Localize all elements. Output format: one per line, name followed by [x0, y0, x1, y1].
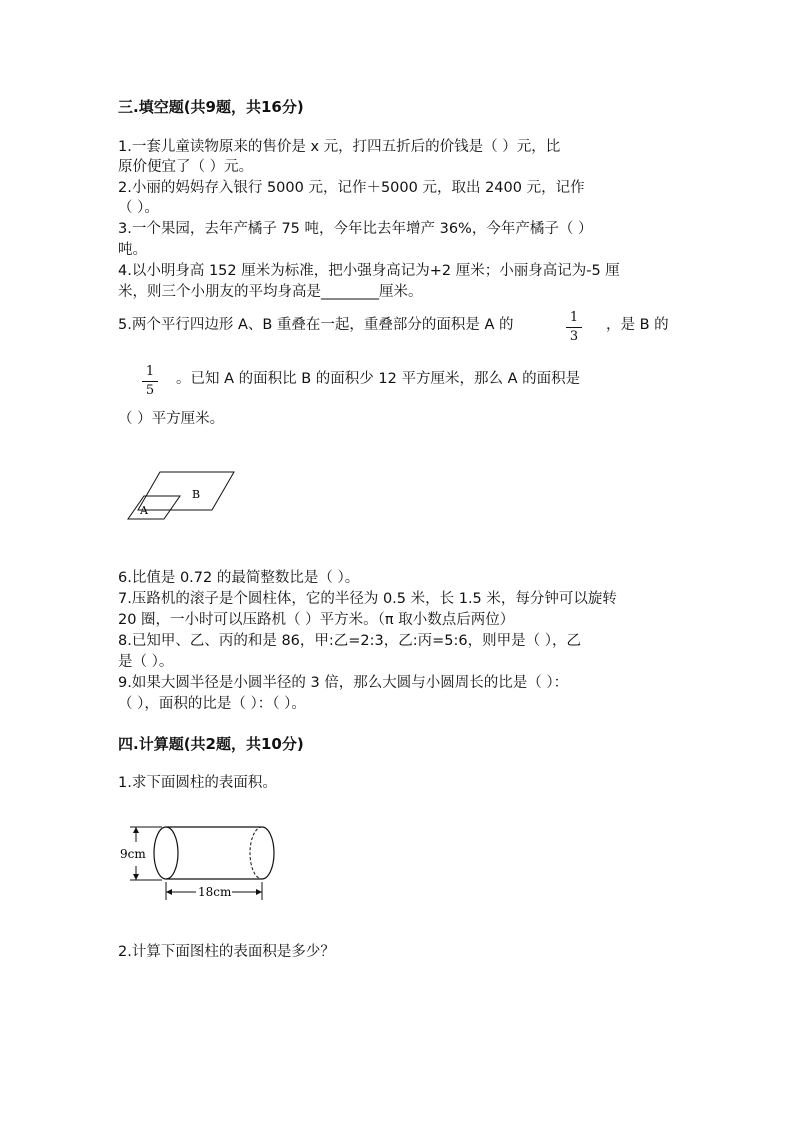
q8-line2: 是（ ）。: [118, 654, 174, 670]
q7-line2: 20 圈，一小时可以压路机（ ）平方米。（π 取小数点后两位）: [118, 612, 515, 628]
q9-line2: （ ），面积的比是（ ）：（ ）。: [118, 696, 306, 712]
parallelogram-figure: [124, 466, 244, 526]
q8-line1: 8.已知甲、乙、丙的和是 86，甲:乙=2:3，乙:丙=5:6，则甲是（ ），乙: [118, 633, 581, 649]
fraction-numerator: 1: [145, 364, 155, 379]
cylinder-right-hidden: [250, 827, 262, 879]
cylinder-figure: [118, 820, 283, 905]
cylinder-right-front: [262, 827, 274, 879]
q1-line2: 原价便宜了（ ）元。: [118, 159, 254, 175]
q4-line1: 4.以小明身高 152 厘米为标准，把小强身高记为+2 厘米；小丽身高记为-5 厘: [118, 263, 620, 279]
q9-line1: 9.如果大圆半径是小圆半径的 3 倍，那么大圆与小圆周长的比是（ ）：: [118, 675, 569, 691]
q5-part2: ，是 B 的: [606, 317, 669, 333]
dim-height: 9cm: [120, 847, 146, 861]
calc-q1-text: 1.求下面圆柱的表面积。: [118, 775, 277, 791]
q3-line2: 吨。: [118, 242, 147, 258]
q5-part3: 。已知 A 的面积比 B 的面积少 12 平方厘米，那么 A 的面积是: [176, 371, 581, 387]
q5-line3: （ ）平方厘米。: [118, 411, 225, 427]
dim-length: 18cm: [198, 885, 232, 899]
section3-title: 三.填空题(共9题，共16分): [118, 98, 304, 116]
fraction-denominator: 3: [569, 329, 579, 344]
q5-fraction-1: [566, 310, 582, 345]
q1-line1: 1.一套儿童读物原来的售价是 x 元，打四五折后的价钱是（ ）元，比: [118, 139, 561, 155]
q5-part1: 5.两个平行四边形 A、B 重叠在一起，重叠部分的面积是 A 的: [118, 317, 514, 333]
fraction-numerator: 1: [569, 310, 579, 325]
fraction-denominator: 5: [145, 383, 155, 398]
q7-line1: 7.压路机的滚子是个圆柱体，它的半径为 0.5 米，长 1.5 米，每分钟可以旋转: [118, 591, 617, 607]
q2-line2: （ ）。: [118, 200, 159, 216]
parallelogram-b: [138, 472, 234, 510]
section4-title: 四.计算题(共2题，共10分): [118, 735, 304, 753]
label-a: A: [140, 504, 148, 517]
parallelogram-a: [128, 496, 180, 519]
q6-line1: 6.比值是 0.72 的最简整数比是（ ）。: [118, 570, 360, 586]
calc-q2-text: 2.计算下面图柱的表面积是多少？: [118, 944, 335, 960]
q3-line1: 3.一个果园，去年产橘子 75 吨，今年比去年增产 36%，今年产橘子（ ）: [118, 221, 593, 237]
q4-line2: 米，则三个小朋友的平均身高是________厘米。: [118, 284, 423, 300]
q5-fraction-2: [142, 364, 158, 399]
label-b: B: [192, 488, 201, 501]
cylinder-left-face: [154, 827, 178, 879]
q2-line1: 2.小丽的妈妈存入银行 5000 元，记作＋5000 元，取出 2400 元，记作: [118, 180, 585, 196]
